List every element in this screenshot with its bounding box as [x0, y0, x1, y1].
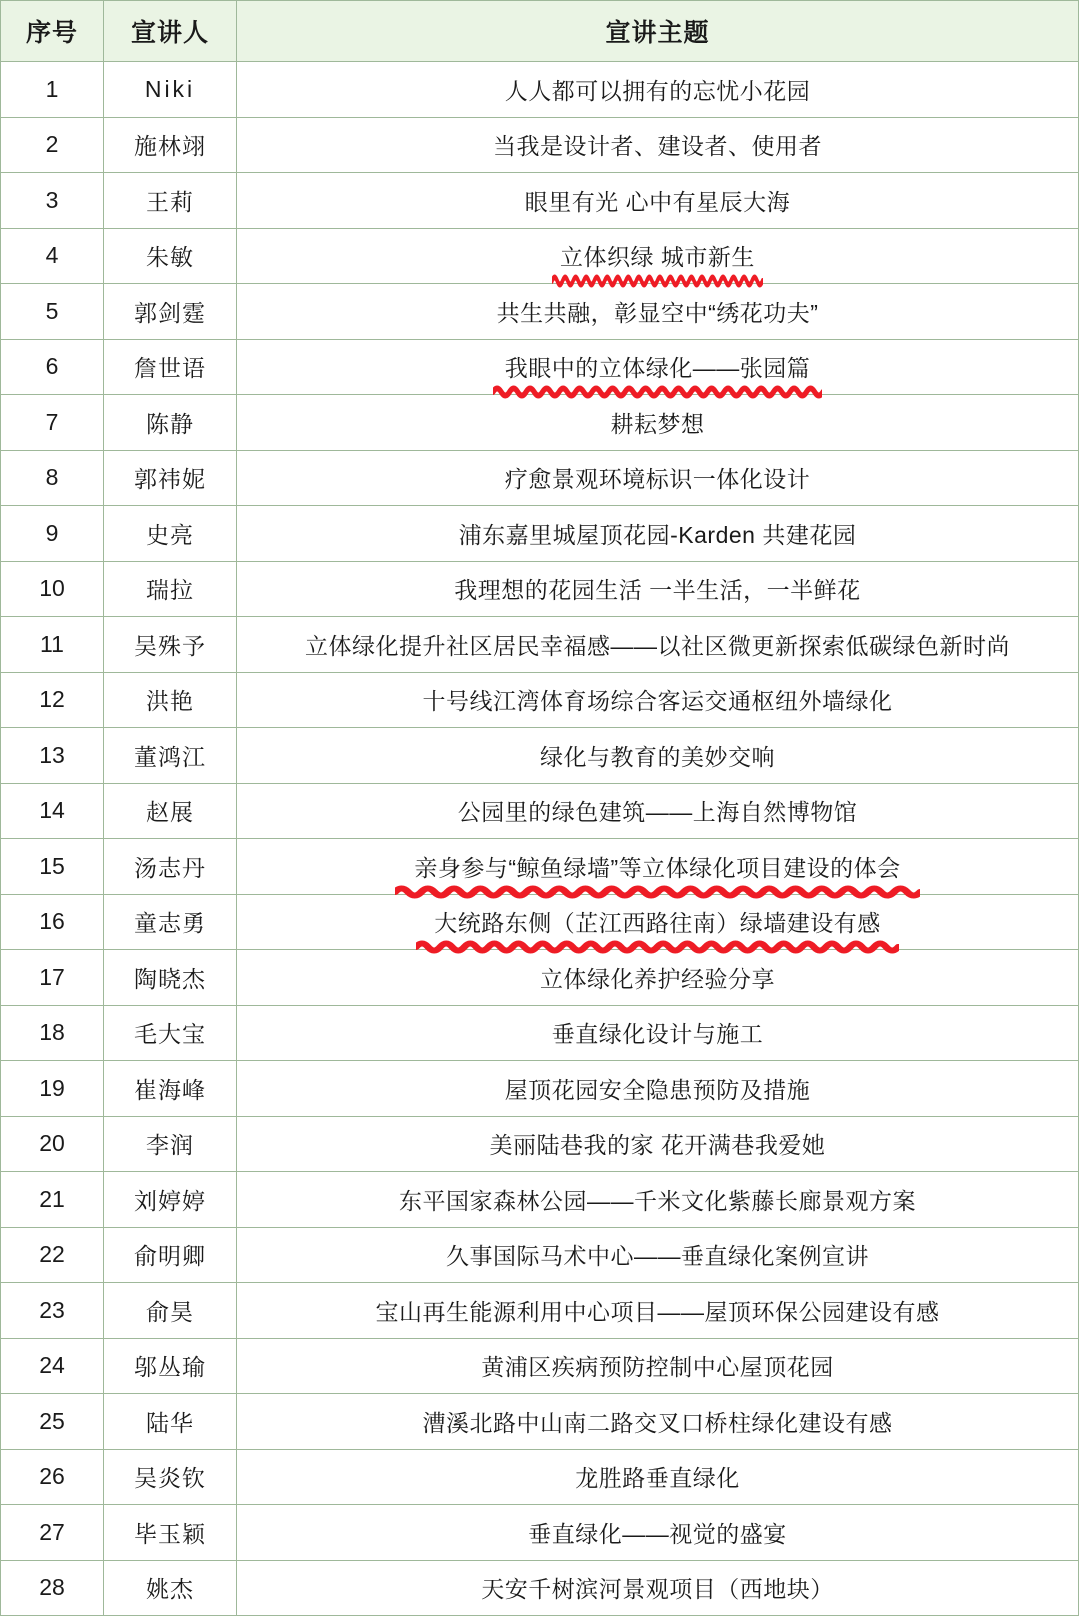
- topic-text-wrapper: [423, 1405, 893, 1438]
- table-row: [1, 284, 1079, 340]
- cell-index: 10: [1, 561, 104, 617]
- cell-topic: [237, 450, 1079, 506]
- speaker-name: 姚杰: [146, 1576, 194, 1603]
- topic-text-wrapper: [481, 1349, 834, 1382]
- speaker-name: 赵展: [146, 799, 194, 826]
- cell-speaker: [104, 561, 237, 617]
- topic-text: 耕耘梦想: [610, 410, 705, 437]
- topic-text: 浦东嘉里城屋顶花园-Karden 共建花园: [458, 521, 857, 548]
- table-row: [1, 1061, 1079, 1117]
- cell-topic: [237, 339, 1079, 395]
- cell-topic: [237, 1116, 1079, 1172]
- table-row: [1, 783, 1079, 839]
- cell-topic: [237, 1227, 1079, 1283]
- speaker-name: 郭剑霆: [134, 299, 206, 326]
- topic-text-wrapper: [505, 73, 811, 106]
- topic-text-wrapper: [434, 905, 881, 938]
- table-row: [1, 894, 1079, 950]
- speaker-name: 瑞拉: [146, 577, 194, 604]
- table-row: [1, 839, 1079, 895]
- cell-speaker: [104, 117, 237, 173]
- cell-index: 13: [1, 728, 104, 784]
- topic-text: 漕溪北路中山南二路交叉口桥柱绿化建设有感: [422, 1409, 893, 1436]
- topic-text: 公园里的绿色建筑——上海自然博物馆: [457, 799, 858, 826]
- topic-text: 美丽陆巷我的家 花开满巷我爱她: [489, 1132, 826, 1159]
- topic-text-wrapper: [540, 739, 775, 772]
- cell-topic: [237, 1005, 1079, 1061]
- cell-index: 7: [1, 395, 104, 451]
- cell-speaker: [104, 284, 237, 340]
- speaker-name: 刘婷婷: [134, 1187, 206, 1214]
- cell-speaker: [104, 1227, 237, 1283]
- table-row: [1, 950, 1079, 1006]
- table-row: [1, 561, 1079, 617]
- cell-index: 15: [1, 839, 104, 895]
- cell-topic: [237, 1172, 1079, 1228]
- cell-speaker: [104, 950, 237, 1006]
- topic-text: 久事国际马术中心——垂直绿化案例宣讲: [446, 1243, 869, 1270]
- column-header-speaker: 宣讲人: [104, 1, 237, 62]
- topic-text: 立体织绿 城市新生: [560, 244, 755, 271]
- cell-topic: [237, 1505, 1079, 1561]
- table-row: [1, 672, 1079, 728]
- cell-index: 5: [1, 284, 104, 340]
- table-row: [1, 1449, 1079, 1505]
- cell-speaker: [104, 506, 237, 562]
- topic-text-wrapper: [540, 961, 775, 994]
- speaker-name: 王莉: [146, 188, 194, 215]
- cell-index: 8: [1, 450, 104, 506]
- speaker-name: 董鸿江: [134, 743, 206, 770]
- cell-speaker: [104, 617, 237, 673]
- cell-speaker: [104, 1283, 237, 1339]
- cell-speaker: [104, 1061, 237, 1117]
- topic-text: 我理想的花园生活 一半生活，一半鲜花: [454, 577, 861, 604]
- cell-topic: [237, 62, 1079, 118]
- speaker-name: 郭祎妮: [134, 466, 206, 493]
- topic-text-wrapper: [458, 794, 858, 827]
- topic-text: 大统路东侧（芷江西路往南）绿墙建设有感: [434, 910, 881, 937]
- topic-text: 屋顶花园安全隐患预防及措施: [504, 1076, 811, 1103]
- topic-text: 疗愈景观环境标识一体化设计: [504, 466, 811, 493]
- speaker-name: 洪艳: [146, 688, 194, 715]
- topic-text-wrapper: [575, 1460, 740, 1493]
- cell-topic: [237, 561, 1079, 617]
- topic-text-wrapper: [414, 850, 900, 883]
- cell-speaker: [104, 894, 237, 950]
- cell-index: 23: [1, 1283, 104, 1339]
- table-row: [1, 1172, 1079, 1228]
- table-row: [1, 450, 1079, 506]
- cell-speaker: [104, 728, 237, 784]
- topic-text-wrapper: [376, 1294, 940, 1327]
- cell-speaker: [104, 339, 237, 395]
- cell-speaker: [104, 1338, 237, 1394]
- cell-topic: [237, 173, 1079, 229]
- cell-topic: [237, 506, 1079, 562]
- table-row: [1, 339, 1079, 395]
- cell-speaker: [104, 1505, 237, 1561]
- speaker-name: 汤志丹: [134, 854, 206, 881]
- cell-index: 19: [1, 1061, 104, 1117]
- topic-text-wrapper: [611, 406, 705, 439]
- topic-text: 龙胜路垂直绿化: [575, 1465, 740, 1492]
- topic-text-wrapper: [305, 628, 1010, 661]
- cell-topic: [237, 728, 1079, 784]
- cell-index: 2: [1, 117, 104, 173]
- cell-speaker: [104, 228, 237, 284]
- table-row: [1, 1227, 1079, 1283]
- table-body: [1, 62, 1079, 1616]
- cell-topic: [237, 894, 1079, 950]
- topic-text-wrapper: [497, 295, 819, 328]
- cell-index: 21: [1, 1172, 104, 1228]
- topic-text: 立体绿化养护经验分享: [540, 965, 775, 992]
- topic-text-wrapper: [505, 461, 811, 494]
- table-row: [1, 395, 1079, 451]
- speaker-name: 毛大宝: [134, 1021, 206, 1048]
- cell-topic: [237, 839, 1079, 895]
- speaker-name: 陈静: [146, 410, 194, 437]
- cell-topic: [237, 1061, 1079, 1117]
- cell-topic: [237, 1338, 1079, 1394]
- cell-index: 4: [1, 228, 104, 284]
- column-header-topic: 宣讲主题: [237, 1, 1079, 62]
- table-row: [1, 117, 1079, 173]
- cell-index: 16: [1, 894, 104, 950]
- topic-text-wrapper: [525, 184, 790, 217]
- cell-topic: [237, 395, 1079, 451]
- cell-index: 18: [1, 1005, 104, 1061]
- table-row: [1, 1505, 1079, 1561]
- speaker-name: 李润: [146, 1132, 194, 1159]
- speaker-name: 陶晓杰: [134, 965, 206, 992]
- topic-text: 垂直绿化设计与施工: [551, 1021, 764, 1048]
- cell-index: 11: [1, 617, 104, 673]
- cell-topic: [237, 1449, 1079, 1505]
- cell-speaker: [104, 1449, 237, 1505]
- cell-topic: [237, 950, 1079, 1006]
- topic-text-wrapper: [454, 572, 860, 605]
- table-row: [1, 1005, 1079, 1061]
- cell-speaker: [104, 450, 237, 506]
- cell-topic: [237, 1283, 1079, 1339]
- cell-index: 28: [1, 1560, 104, 1616]
- topic-text: 当我是设计者、建设者、使用者: [493, 133, 822, 160]
- cell-topic: [237, 117, 1079, 173]
- speaker-name: Niki: [144, 75, 196, 102]
- cell-index: 14: [1, 783, 104, 839]
- topic-text: 黄浦区疾病预防控制中心屋顶花园: [481, 1354, 834, 1381]
- cell-index: 26: [1, 1449, 104, 1505]
- topic-text-wrapper: [505, 350, 811, 383]
- topic-text: 亲身参与“鲸鱼绿墙”等立体绿化项目建设的体会: [414, 854, 901, 881]
- speaker-name: 毕玉颖: [134, 1520, 206, 1547]
- topic-text: 共生共融，彰显空中“绣花功夫”: [496, 299, 819, 326]
- cell-speaker: [104, 62, 237, 118]
- topic-text: 我眼中的立体绿化——张园篇: [504, 355, 811, 382]
- speaker-name: 崔海峰: [134, 1076, 206, 1103]
- cell-topic: [237, 228, 1079, 284]
- speaker-name: 詹世语: [134, 355, 206, 382]
- table-row: [1, 1283, 1079, 1339]
- cell-topic: [237, 284, 1079, 340]
- table-row: [1, 228, 1079, 284]
- table-header-row: [1, 1, 1079, 62]
- cell-speaker: [104, 839, 237, 895]
- speaker-name: 施林翊: [134, 133, 206, 160]
- cell-index: 27: [1, 1505, 104, 1561]
- topic-text: 天安千树滨河景观项目（西地块）: [481, 1576, 834, 1603]
- topic-text: 宝山再生能源利用中心项目——屋顶环保公园建设有感: [375, 1298, 940, 1325]
- speaker-name: 吴炎钦: [134, 1465, 206, 1492]
- topic-text-wrapper: [528, 1516, 787, 1549]
- table-row: [1, 506, 1079, 562]
- topic-text-wrapper: [505, 1072, 811, 1105]
- cell-index: 24: [1, 1338, 104, 1394]
- cell-topic: [237, 1560, 1079, 1616]
- cell-speaker: [104, 173, 237, 229]
- column-header-index: 序号: [1, 1, 104, 62]
- speaker-name: 童志勇: [134, 910, 206, 937]
- topic-text-wrapper: [459, 517, 857, 550]
- topic-text: 绿化与教育的美妙交响: [540, 743, 775, 770]
- cell-index: 22: [1, 1227, 104, 1283]
- speaker-name: 俞明卿: [134, 1243, 206, 1270]
- cell-topic: [237, 1394, 1079, 1450]
- cell-speaker: [104, 1172, 237, 1228]
- cell-index: 25: [1, 1394, 104, 1450]
- table-row: [1, 1560, 1079, 1616]
- topic-text-wrapper: [490, 1127, 826, 1160]
- table-row: [1, 617, 1079, 673]
- topic-text-wrapper: [399, 1183, 916, 1216]
- table-row: [1, 1394, 1079, 1450]
- cell-index: 3: [1, 173, 104, 229]
- cell-index: 1: [1, 62, 104, 118]
- topic-text: 眼里有光 心中有星辰大海: [524, 188, 791, 215]
- cell-speaker: [104, 1005, 237, 1061]
- topic-text: 垂直绿化——视觉的盛宴: [528, 1520, 787, 1547]
- topic-text: 立体绿化提升社区居民幸福感——以社区微更新探索低碳绿色新时尚: [305, 632, 1010, 659]
- topic-text-wrapper: [493, 128, 822, 161]
- topic-text-wrapper: [552, 1016, 764, 1049]
- table-row: [1, 62, 1079, 118]
- topic-text-wrapper: [446, 1238, 869, 1271]
- table-row: [1, 728, 1079, 784]
- cell-index: 20: [1, 1116, 104, 1172]
- topic-text: 十号线江湾体育场综合客运交通枢纽外墙绿化: [422, 688, 893, 715]
- speaker-name: 邬丛瑜: [134, 1354, 206, 1381]
- speaker-name: 陆华: [146, 1409, 194, 1436]
- cell-topic: [237, 783, 1079, 839]
- topic-text-wrapper: [481, 1571, 834, 1604]
- cell-topic: [237, 617, 1079, 673]
- cell-index: 9: [1, 506, 104, 562]
- cell-speaker: [104, 1560, 237, 1616]
- speaker-name: 朱敏: [146, 244, 194, 271]
- cell-speaker: [104, 1394, 237, 1450]
- topic-text-wrapper: [423, 683, 893, 716]
- cell-speaker: [104, 672, 237, 728]
- cell-index: 6: [1, 339, 104, 395]
- cell-index: 17: [1, 950, 104, 1006]
- speaker-name: 吴殊予: [134, 632, 206, 659]
- cell-index: 12: [1, 672, 104, 728]
- table-header: [1, 1, 1079, 62]
- speaker-name: 俞昊: [146, 1298, 194, 1325]
- topic-text-wrapper: [560, 239, 755, 272]
- topic-text: 人人都可以拥有的忘忧小花园: [504, 77, 811, 104]
- speaker-name: 史亮: [146, 521, 194, 548]
- cell-speaker: [104, 1116, 237, 1172]
- cell-topic: [237, 672, 1079, 728]
- topic-text: 东平国家森林公园——千米文化紫藤长廊景观方案: [399, 1187, 916, 1214]
- cell-speaker: [104, 783, 237, 839]
- table-row: [1, 1116, 1079, 1172]
- table-row: [1, 173, 1079, 229]
- cell-speaker: [104, 395, 237, 451]
- table-row: [1, 1338, 1079, 1394]
